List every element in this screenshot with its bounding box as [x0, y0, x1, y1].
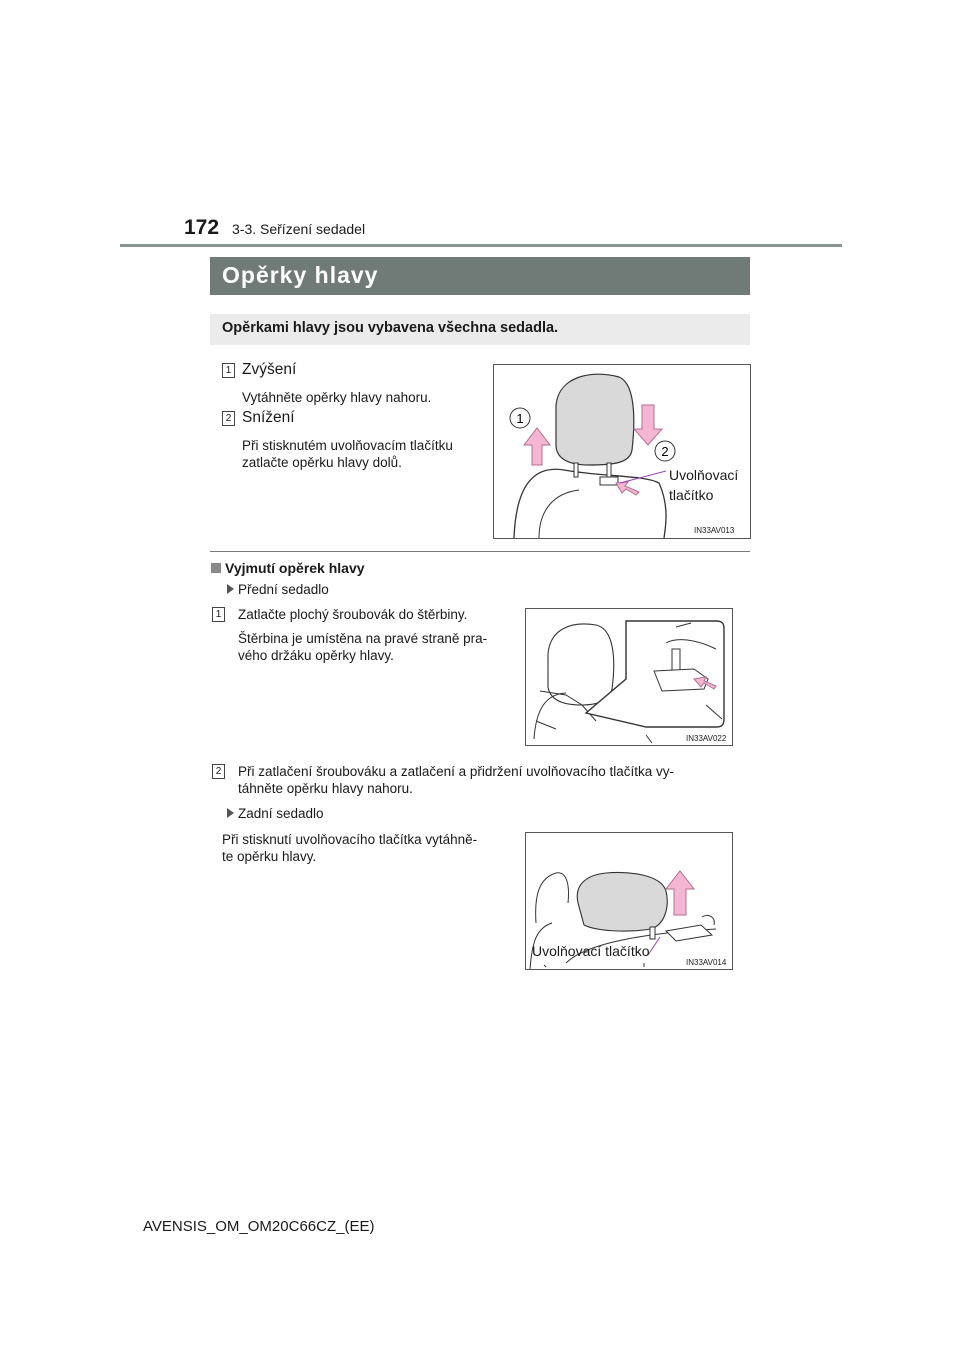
step-number-front-1: 1 — [212, 607, 225, 622]
step-number-1: 1 — [222, 363, 235, 378]
front-step2-line2: táhněte opěrku hlavy nahoru. — [238, 781, 413, 796]
rear-text-line2: te opěrku hlavy. — [222, 849, 317, 864]
page-title: Opěrky hlavy — [222, 262, 379, 288]
intro-text: Opěrkami hlavy jsou vybavena všechna sedadla. — [222, 320, 559, 336]
rear-text-line1: Při stisknutí uvolňovacího tlačítka vytáhně- — [222, 832, 478, 847]
figure-code-rear: IN33AV014 — [686, 958, 727, 967]
triangle-bullet-icon — [227, 584, 234, 594]
step-text-lower-line2: zatlačte opěrku hlavy dolů. — [242, 455, 402, 470]
release-button-label-line2: tlačítko — [669, 487, 714, 503]
header-divider — [120, 244, 842, 247]
footer-document-id: AVENSIS_OM_OM20C66CZ_(EE) — [143, 1218, 375, 1235]
step-number-2: 2 — [222, 411, 235, 426]
figure-code: IN33AV013 — [694, 526, 735, 535]
front-step1-text: Zatlačte plochý šroubovák do štěrbiny. — [238, 607, 468, 622]
callout-2: 2 — [661, 444, 669, 459]
page-number: 172 — [184, 216, 220, 239]
step-title-raise: Zvýšení — [242, 361, 297, 378]
front-step2-line1: Při zatlačení šroubováku a zatlačení a přidržení uvolňovacího tlačítka vy- — [238, 764, 674, 779]
rear-release-button-label: Uvolňovací tlačítko — [532, 943, 650, 959]
step-number-front-2: 2 — [212, 764, 225, 779]
rear-seat-label: Zadní sedadlo — [238, 806, 324, 821]
heading-bullet-icon — [211, 563, 221, 573]
front-step1-note-line2: vého držáku opěrky hlavy. — [238, 648, 394, 663]
figure-code-front: IN33AV022 — [686, 734, 727, 743]
front-seat-label: Přední sedadlo — [238, 582, 329, 597]
figure-rear-removal — [525, 832, 733, 970]
front-removal-illustration — [526, 609, 732, 745]
step-text-lower-line1: Při stisknutém uvolňovacím tlačítku — [242, 438, 453, 453]
front-step1-note-line1: Štěrbina je umístěna na pravé straně pra- — [238, 631, 488, 646]
figure-headrest-adjust — [493, 364, 751, 539]
step-title-lower: Snížení — [242, 409, 295, 426]
headrest-adjust-illustration — [494, 365, 750, 538]
removal-heading: Vyjmutí opěrek hlavy — [225, 560, 365, 576]
callout-1: 1 — [516, 411, 524, 426]
section-reference: 3-3. Seřízení sedadel — [232, 221, 366, 237]
step-text-raise: Vytáhněte opěrky hlavy nahoru. — [242, 390, 432, 405]
section-divider — [210, 551, 750, 552]
triangle-bullet-icon — [227, 808, 234, 818]
figure-front-removal — [525, 608, 733, 746]
release-button-label-line1: Uvolňovací — [669, 467, 739, 483]
